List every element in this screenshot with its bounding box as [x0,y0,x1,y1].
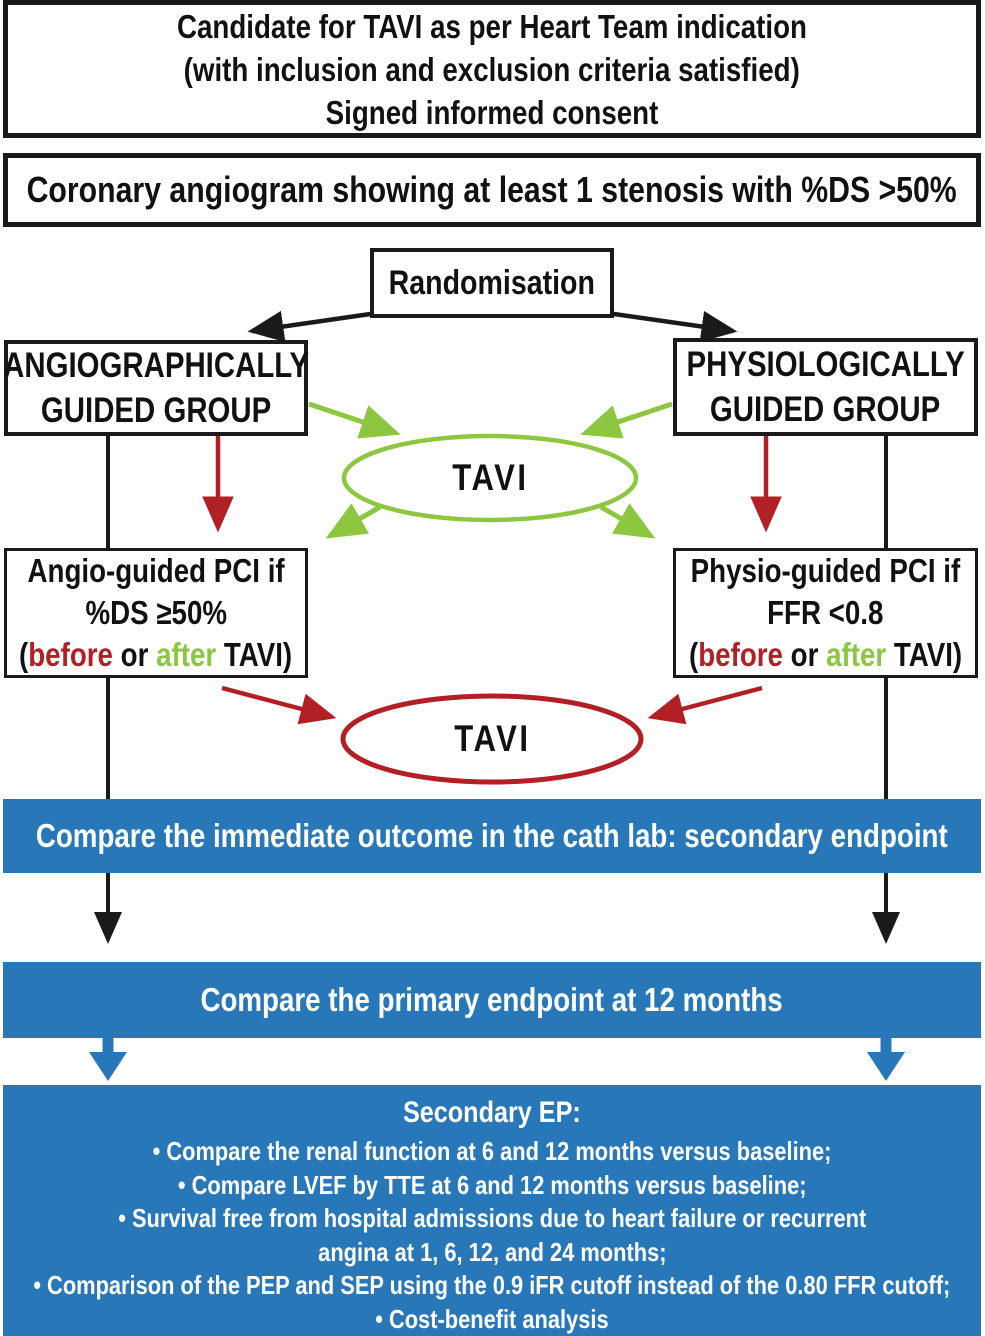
candidate-box [3,0,981,138]
angio-pci-paren-open: ( [19,636,29,673]
angio-pci-line-2: %DS ≥50% [85,594,227,631]
arrow-tavi-green-to-angio-pci [330,507,380,536]
physio-group-line-2: GUIDED GROUP [710,390,941,429]
angio-pci-paren-close: TAVI) [216,636,293,673]
angio-pci-after: after [156,636,217,673]
secondary-ep-line: • Survival free from hospital admissions due to heart failure or recurrent [118,1203,866,1233]
physio-pci-line-1: Physio-guided PCI if [690,552,961,589]
cathlab-outcome-text: Compare the immediate outcome in the cath lab: secondary endpoint [36,817,948,854]
arrow-blue-right [867,1038,905,1081]
candidate-line-2: (with inclusion and exclusion criteria satisfied) [183,50,801,88]
physio-pci-paren-close: TAVI) [886,636,963,673]
cathlab-outcome-bar [3,799,981,873]
angio-group-box [4,340,308,436]
secondary-ep-line: angina at 1, 6, 12, and 24 months; [317,1236,667,1267]
tavi-red-text: TAVI [453,718,531,759]
physio-group-box [673,338,978,436]
secondary-ep-line: • Comparison of the PEP and SEP using the 0.9 iFR cutoff instead of the 0.80 FFR cutoff; [33,1270,951,1300]
angio-pci-before: before [28,636,114,673]
tavi-red-label [392,717,592,761]
angiogram-box [3,153,981,227]
secondary-ep-title: Secondary EP: [403,1096,581,1129]
physio-pci-before: before [698,636,783,673]
physio-pci-or: or [782,636,827,673]
angio-pci-box [4,548,308,678]
secondary-ep-line: • Compare LVEF by TTE at 6 and 12 months versus baseline; [177,1169,807,1200]
secondary-ep-line: • Cost-benefit analysis [375,1303,609,1334]
physio-pci-box [673,548,978,678]
arrow-physio-pci-to-tavi-red [652,688,762,717]
primary-endpoint-text: Compare the primary endpoint at 12 months [200,981,784,1018]
physio-pci-after: after [826,636,887,673]
tavi-green-label [390,456,590,500]
angio-pci-line-3 [19,634,292,676]
angiogram-text: Coronary angiogram showing at least 1 stenosis with %DS >50% [26,169,958,210]
arrow-tavi-green-to-physio-pci [601,507,651,536]
angio-group-line-2: GUIDED GROUP [40,391,272,430]
candidate-line-1: Candidate for TAVI as per Heart Team indication [176,7,807,45]
angio-pci-line-1: Angio-guided PCI if [27,552,285,589]
arrow-blue-left [89,1038,127,1081]
candidate-line-3: Signed informed consent [325,93,659,131]
secondary-ep-line: • Compare the renal function at 6 and 12 months versus baseline; [152,1136,832,1166]
secondary-ep-box [3,1085,981,1336]
primary-endpoint-bar [3,962,981,1038]
randomisation-label: Randomisation [388,263,596,302]
arrow-angio-pci-to-tavi-red [222,688,332,717]
randomisation-box [370,248,614,318]
angio-group-line-1: ANGIOGRAPHICALLY [3,346,310,385]
physio-pci-line-3 [689,634,962,676]
angio-pci-or: or [113,636,157,673]
physio-pci-line-2: FFR <0.8 [767,594,884,631]
physio-pci-paren-open: ( [688,636,699,673]
arrow-angio-group-to-tavi-green [309,404,396,433]
tavi-green-text: TAVI [451,457,529,498]
arrow-physio-group-to-tavi-green [585,404,672,433]
physio-group-line-1: PHYSIOLOGICALLY [686,345,965,384]
